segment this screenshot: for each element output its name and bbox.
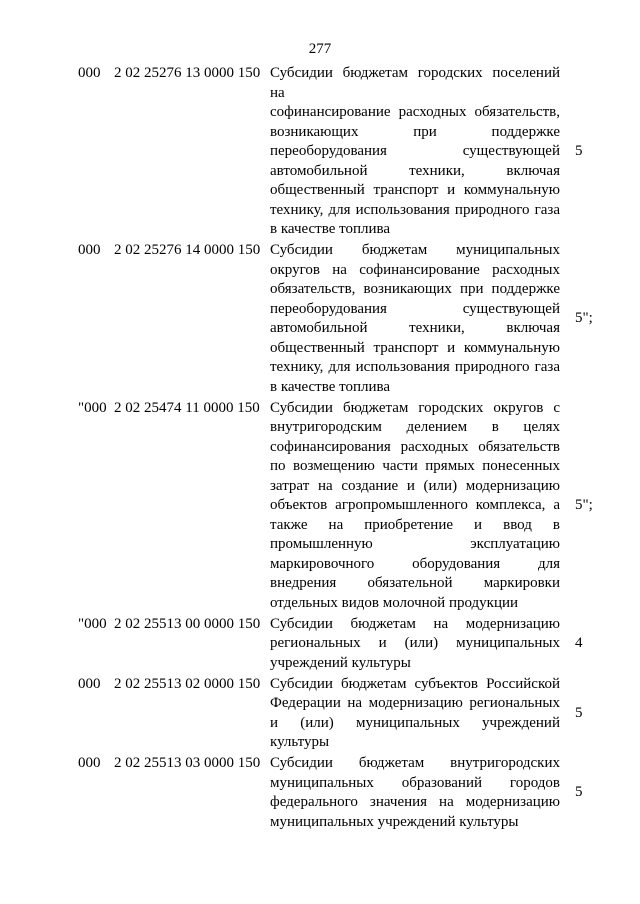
description-line: также на приобретение и ввод в	[270, 516, 560, 533]
income-description	[270, 754, 560, 832]
description-line: и (или) муниципальных учреждений	[270, 714, 560, 731]
description-line: технику, для использования природного газа	[270, 201, 560, 218]
description-line: переоборудования существующей	[270, 143, 560, 159]
description-line: Субсидии бюджетам городских округов с	[270, 399, 560, 416]
admin-code: 000	[78, 755, 101, 771]
admin-code: 000	[78, 675, 101, 692]
description-line: учреждений культуры	[270, 654, 411, 671]
description-line: технику, для использования природного газа	[270, 359, 560, 375]
description-line: в качестве топлива	[270, 378, 391, 395]
description-line: Федерации на модернизацию региональных	[270, 695, 560, 711]
description-line: софинансирование расходных обязательств,	[270, 104, 560, 120]
table-row	[0, 399, 640, 614]
budget-classification-code: 2 02 25474 11 0000 150	[114, 399, 260, 416]
income-description	[270, 399, 560, 614]
description-line: маркировочного оборудования для	[270, 555, 560, 572]
description-line: культуры	[270, 734, 330, 750]
budget-classification-code: 2 02 25513 03 0000 150	[114, 755, 261, 771]
table-row	[0, 64, 640, 240]
row-value: 4	[575, 635, 583, 651]
budget-classification-code: 2 02 25513 02 0000 150	[114, 675, 261, 692]
admin-code: 000	[78, 65, 101, 81]
row-value: 5	[575, 143, 583, 159]
row-value: 5	[575, 704, 583, 721]
description-line: общественный транспорт и коммунальную	[270, 339, 560, 356]
description-line: по возмещению части прямых понесенных	[270, 458, 560, 474]
budget-classification-code: 2 02 25276 13 0000 150	[114, 65, 261, 81]
admin-code: "000	[78, 615, 107, 632]
description-line: муниципальных учреждений культуры	[270, 813, 519, 830]
description-line: софинансирования расходных обязательств	[270, 438, 560, 455]
row-value: 5";	[575, 310, 593, 327]
description-line: автомобильной техники, включая	[270, 320, 560, 336]
description-line: муниципальных образований городов	[270, 774, 560, 791]
row-value: 5	[575, 784, 583, 801]
description-line: автомобильной техники, включая	[270, 162, 560, 179]
description-line: Субсидии бюджетам на модернизацию	[270, 615, 560, 632]
row-value: 5";	[575, 497, 593, 513]
description-line: обязательств, возникающих при поддержке	[270, 281, 560, 297]
description-line: внутригородским делением в целях	[270, 419, 560, 435]
description-line: общественный транспорт и коммунальную	[270, 182, 560, 198]
description-line: округов на софинансирование расходных	[270, 261, 560, 278]
description-line: Субсидии бюджетам субъектов Российской	[270, 675, 560, 692]
income-description	[270, 615, 560, 674]
page-number: 277	[308, 41, 332, 57]
description-line: в качестве топлива	[270, 221, 391, 237]
income-description	[270, 675, 560, 753]
income-description	[270, 64, 560, 240]
table-row	[0, 754, 640, 832]
description-line: отдельных видов молочной продукции	[270, 594, 519, 611]
description-line: затрат на создание и (или) модернизацию	[270, 477, 560, 494]
description-line: региональных и (или) муниципальных	[270, 635, 560, 651]
budget-classification-code: 2 02 25513 00 0000 150	[114, 615, 261, 632]
description-line: Субсидии бюджетам внутригородских	[270, 755, 560, 771]
admin-code: "000	[78, 399, 107, 416]
description-line: переоборудования существующей	[270, 300, 560, 317]
income-description	[270, 241, 560, 397]
budget-classification-code: 2 02 25276 14 0000 150	[114, 242, 261, 258]
table-row	[0, 615, 640, 674]
table-row	[0, 675, 640, 753]
description-line: федерального значения на модернизацию	[270, 794, 560, 810]
admin-code: 000	[78, 242, 101, 258]
description-line: объектов агропромышленного комплекса, а	[270, 497, 560, 513]
description-line: промышленную эксплуатацию	[270, 536, 560, 552]
description-line: Субсидии бюджетам городских поселений на	[270, 65, 560, 101]
budget-classification-table	[0, 64, 640, 834]
description-line: внедрения обязательной маркировки	[270, 575, 560, 591]
description-line: Субсидии бюджетам муниципальных	[270, 242, 560, 258]
description-line: возникающих при поддержке	[270, 123, 560, 140]
table-row	[0, 241, 640, 397]
